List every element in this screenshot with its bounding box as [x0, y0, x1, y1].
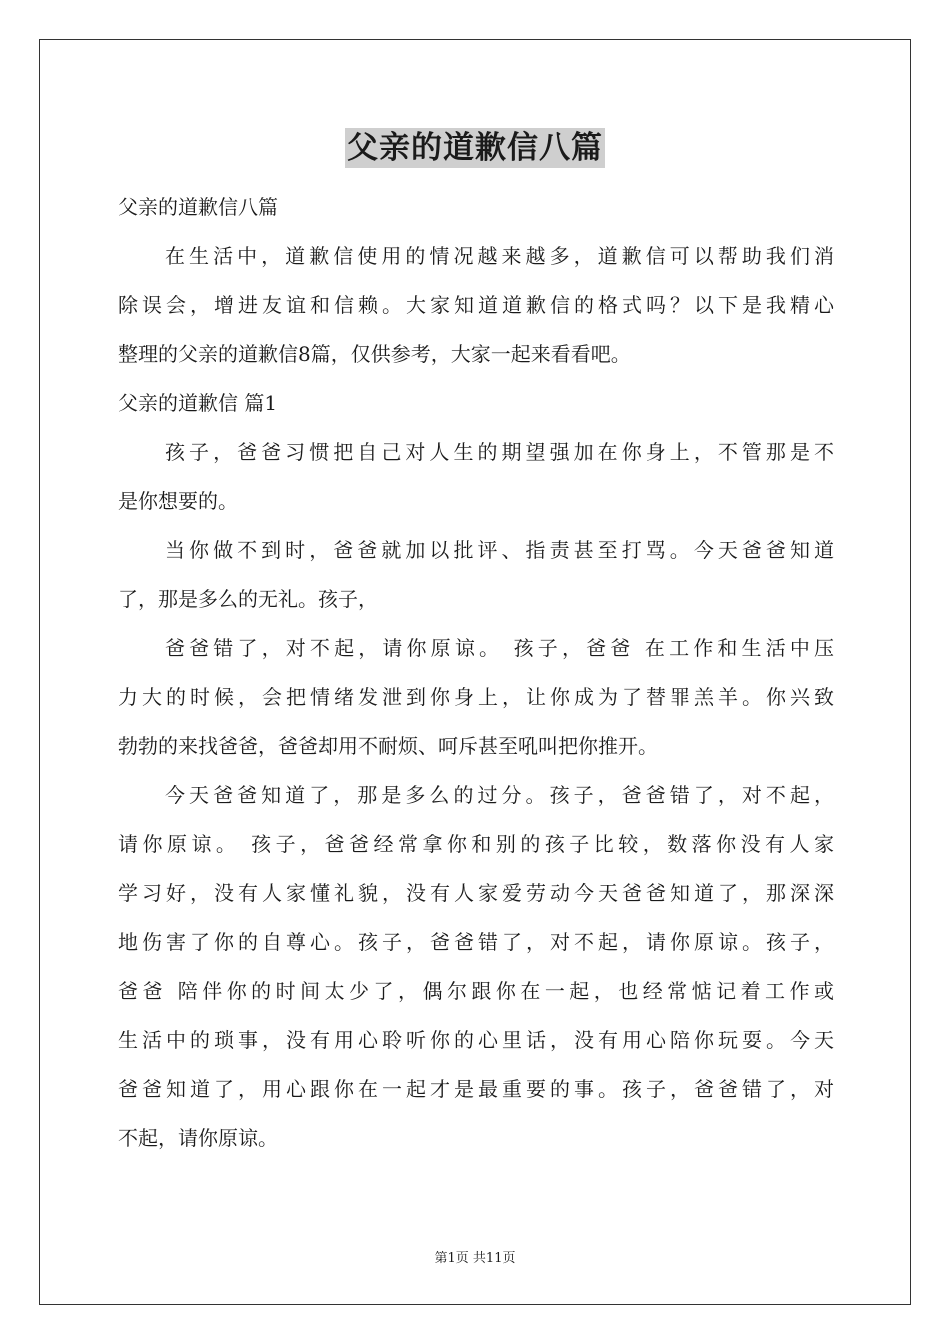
- text-line: 是你想要的。: [118, 489, 238, 513]
- paragraph: [118, 771, 834, 1163]
- text-line: 学习好，没有人家懂礼貌，没有人家爱劳动今天爸爸知道了，那深深: [118, 881, 834, 905]
- text-line: 在生活中，道歉信使用的情况越来越多，道歉信可以帮助我们消: [165, 244, 834, 268]
- page-footer: 第1页 共11页: [434, 1251, 516, 1266]
- text-line: 勃勃的来找爸爸，爸爸却用不耐烦、呵斥甚至吼叫把你推开。: [118, 734, 658, 758]
- document-title: 父亲的道歉信八篇: [347, 130, 603, 166]
- text-line: 整理的父亲的道歉信8篇，仅供参考，大家一起来看看吧。: [118, 342, 631, 366]
- text-line: 力大的时候，会把情绪发泄到你身上，让你成为了替罪羔羊。你兴致: [118, 685, 834, 709]
- text-line: 爸爸 陪伴你的时间太少了，偶尔跟你在一起，也经常惦记着工作或: [118, 979, 834, 1003]
- text-line: 当你做不到时，爸爸就加以批评、指责甚至打骂。今天爸爸知道: [165, 538, 834, 562]
- text-line: 除误会，增进友谊和信赖。大家知道道歉信的格式吗？以下是我精心: [118, 293, 834, 317]
- document-subtitle: 父亲的道歉信八篇: [118, 195, 278, 219]
- text-line: 生活中的琐事，没有用心聆听你的心里话，没有用心陪你玩耍。今天: [118, 1028, 834, 1052]
- text-line: 孩子，爸爸习惯把自己对人生的期望强加在你身上，不管那是不: [165, 440, 834, 464]
- paragraph: [118, 526, 834, 624]
- text-line: 爸爸知道了，用心跟你在一起才是最重要的事。孩子，爸爸错了，对: [118, 1077, 834, 1101]
- intro-paragraph: [118, 232, 834, 379]
- text-line: 不起，请你原谅。: [118, 1126, 278, 1150]
- section-heading: 父亲的道歉信 篇1: [118, 391, 278, 415]
- text-line: 今天爸爸知道了，那是多么的过分。孩子，爸爸错了，对不起，: [165, 783, 834, 807]
- text-line: 了，那是多么的无礼。孩子，: [118, 587, 378, 611]
- text-line: 请你原谅。 孩子，爸爸经常拿你和别的孩子比较，数落你没有人家: [118, 832, 834, 856]
- text-line: 爸爸错了，对不起，请你原谅。 孩子，爸爸 在工作和生活中压: [165, 636, 834, 660]
- paragraph: [118, 624, 834, 771]
- title-container: [0, 128, 950, 168]
- paragraph: [118, 428, 834, 526]
- text-line: 地伤害了你的自尊心。孩子，爸爸错了，对不起，请你原谅。孩子，: [118, 930, 834, 954]
- document-body: [118, 183, 834, 1163]
